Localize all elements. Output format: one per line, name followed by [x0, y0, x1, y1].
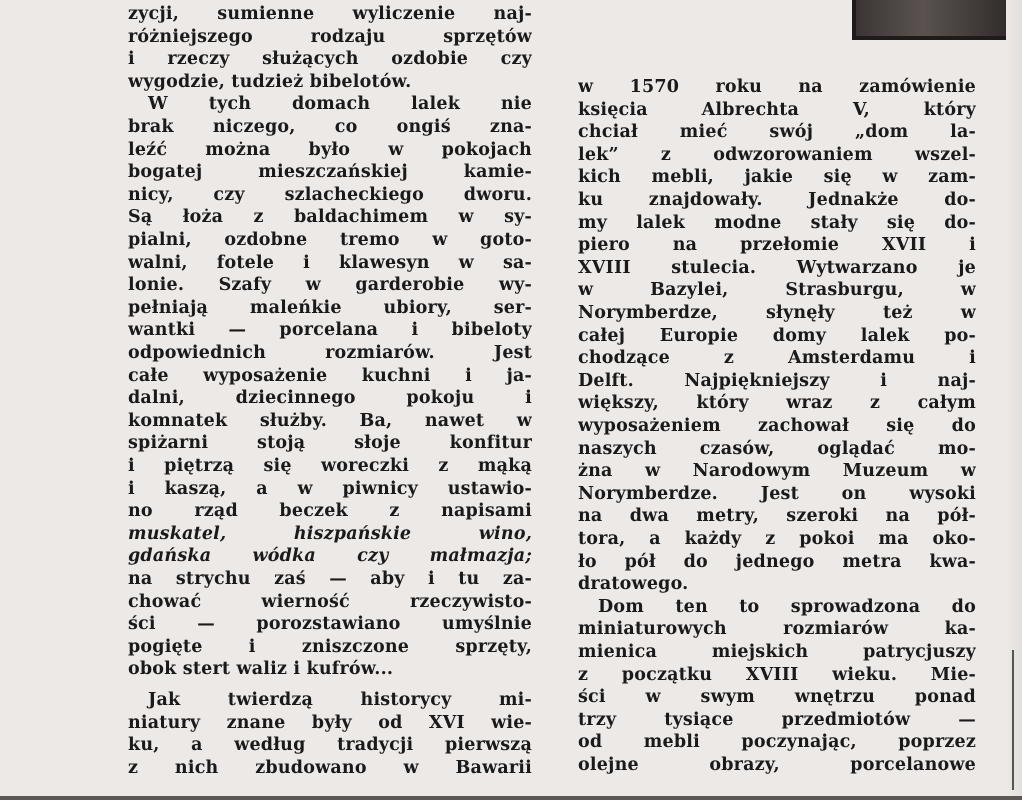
text-line: pełniają maleńkie ubiory, ser-	[128, 297, 532, 318]
text-line: i kaszą, a w piwnicy ustawio-	[128, 478, 532, 499]
text-line: niatury znane były od XVI wie-	[128, 712, 532, 733]
text-line: komnatek służby. Ba, nawet w	[128, 410, 532, 431]
text-line: lonie. Szafy w garderobie wy-	[128, 275, 532, 296]
text-line: zycji, sumienne wyliczenie naj-	[128, 4, 532, 24]
text-line: większy, który wraz z całym	[578, 393, 976, 414]
text-line: leźć można było w pokojach	[128, 139, 532, 160]
text-line: my lalek modne stały się do-	[578, 212, 976, 233]
text-line: olejne obrazy, porcelanowe	[578, 755, 976, 775]
text-line: ści — porozstawiano umyślnie	[128, 614, 532, 635]
text-line: bogatej mieszczańskiej kamie-	[128, 162, 532, 183]
text-line: i rzeczy służących ozdobie czy	[128, 49, 532, 70]
text-line: i piętrzą się woreczki z mąką	[128, 456, 532, 476]
text-line: chciał mieć swój „dom la-	[578, 122, 976, 143]
text-line: z początku XVIII wieku. Mie-	[578, 664, 976, 685]
text-line: muskatel, hiszpańskie wino,	[128, 523, 532, 544]
text-line: dratowego.	[578, 574, 689, 595]
text-line: księcia Albrechta V, który	[578, 99, 976, 120]
text-line: wyposażeniem zachował się do	[578, 416, 976, 436]
text-line: piero na przełomie XVII i	[578, 235, 976, 256]
text-line: Dom ten to sprowadzona do	[598, 596, 976, 617]
text-line: w 1570 roku na zamówienie	[578, 77, 976, 97]
text-line: Jak twierdzą historycy mi-	[148, 690, 532, 710]
text-line: trzy tysiące przedmiotów —	[578, 709, 976, 730]
text-line: mienica miejskich patrycjuszy	[578, 642, 976, 662]
text-line: od mebli poczynając, poprzez	[578, 732, 976, 753]
text-line: gdańska wódka czy małmazja;	[128, 546, 532, 567]
text-line: dalni, dziecinnego pokoju i	[128, 388, 532, 409]
text-line: pialni, ozdobne tremo w goto-	[128, 230, 532, 250]
text-line: całe wyposażenie kuchni i ja-	[128, 365, 532, 386]
text-line: żna w Narodowym Muzeum w	[578, 461, 976, 482]
edge-mark	[1012, 650, 1018, 790]
text-line: tora, a każdy z pokoi ma oko-	[578, 529, 976, 549]
text-line: ku, a według tradycji pierwszą	[128, 735, 532, 756]
text-line: pogięte i zniszczone sprzęty,	[128, 636, 532, 657]
text-line: wantki — porcelana i bibeloty	[128, 320, 532, 341]
text-line: kich mebli, jakie się w zam-	[578, 167, 976, 188]
text-line: ło pół do jednego metra kwa-	[578, 551, 976, 572]
text-line: wygodzie, tudzież bibelotów.	[128, 71, 412, 92]
text-line: całej Europie domy lalek po-	[578, 325, 976, 346]
text-line: Są łoża z baldachimem w sy-	[128, 207, 532, 228]
text-line: brak niczego, co ongiś zna-	[128, 117, 532, 137]
bottom-edge	[0, 796, 1022, 800]
text-line: XVIII stulecia. Wytwarzano je	[578, 257, 976, 278]
text-line: na strychu zaś — aby i tu za-	[128, 569, 532, 589]
text-line: obok stert waliz i kufrów...	[128, 659, 394, 680]
text-line: nicy, czy szlacheckiego dworu.	[128, 184, 532, 205]
text-line: spiżarni stoją słoje konfitur	[128, 433, 532, 454]
text-line: różniejszego rodzaju sprzętów	[128, 26, 532, 47]
text-line: Delft. Najpiękniejszy i naj-	[578, 370, 976, 391]
text-line: odpowiednich rozmiarów. Jest	[128, 343, 532, 363]
text-line: lek” z odwzorowaniem wszel-	[578, 144, 976, 165]
text-line: na dwa metry, szeroki na pół-	[578, 506, 976, 527]
text-line: ku znajdowały. Jednakże do-	[578, 190, 976, 210]
text-line: w Bazylei, Strasburgu, w	[578, 280, 976, 301]
text-line: z nich zbudowano w Bawarii	[128, 757, 532, 778]
text-line: Norymberdze, słynęły też w	[578, 303, 976, 323]
text-line: naszych czasów, oglądać mo-	[578, 438, 976, 459]
photo-fragment	[852, 0, 1022, 40]
text-line: chować wierność rzeczywisto-	[128, 591, 532, 612]
text-line: no rząd beczek z napisami	[128, 501, 532, 522]
text-line: Norymberdze. Jest on wysoki	[578, 483, 976, 504]
text-line: W tych domach lalek nie	[148, 94, 532, 115]
text-line: miniaturowych rozmiarów ka-	[578, 619, 976, 640]
text-line: walni, fotele i klawesyn w sa-	[128, 252, 532, 273]
text-line: ści w swym wnętrzu ponad	[578, 687, 976, 708]
text-line: chodzące z Amsterdamu i	[578, 348, 976, 369]
